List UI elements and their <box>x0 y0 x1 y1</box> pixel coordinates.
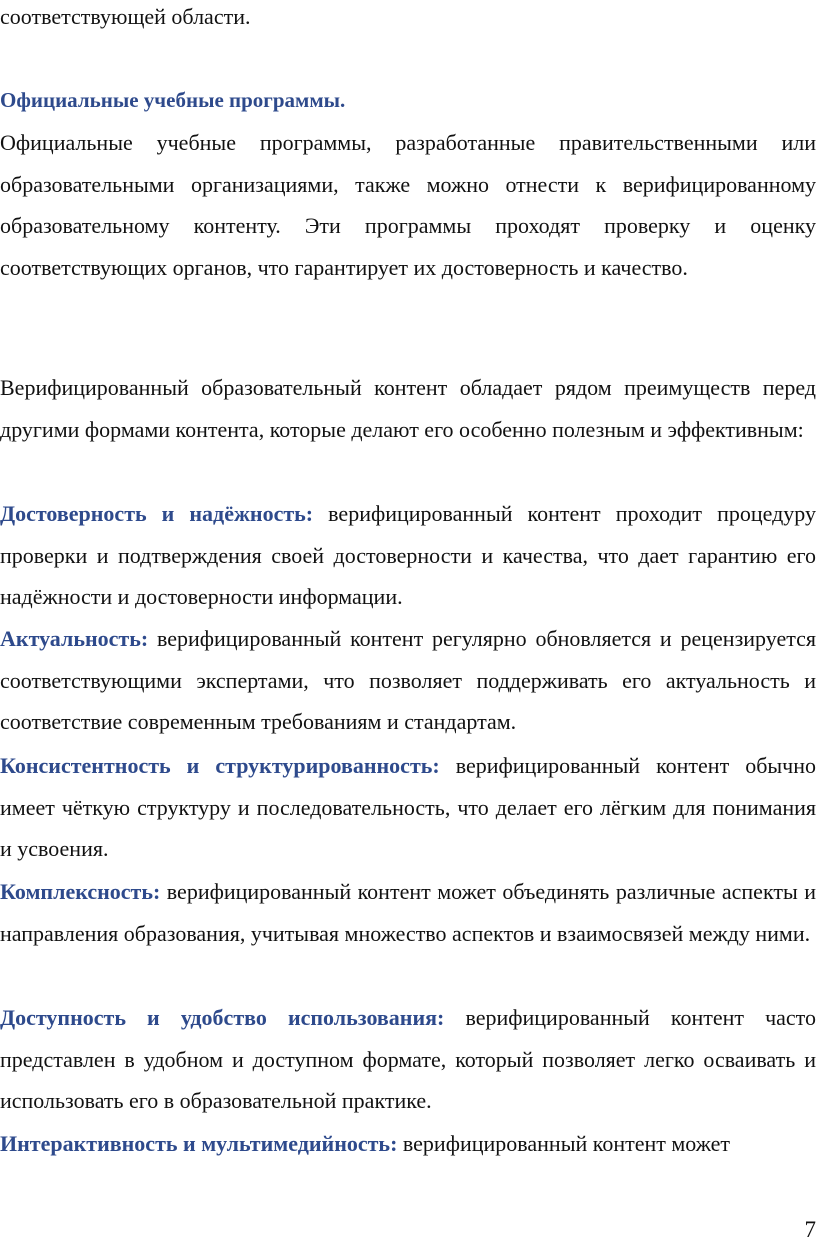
advantage-text: верифицированный контент обычно имеет чёткую структуру и последовательность, что делает его лёгким для понимания и усвоения. <box>0 753 816 861</box>
advantage-item <box>0 745 816 870</box>
advantage-term: Консистентность и структурированность: <box>0 753 440 778</box>
advantage-item <box>0 997 816 1122</box>
section-paragraph: Официальные учебные программы, разработанные правительственными или образовательными организациями, также можно отнести к верифицированному образовательному контенту. Эти программы проходят проверку и оценку соответствующих органов, что гарантирует их достоверность и качество. <box>0 130 816 280</box>
page-number: 7 <box>804 1217 816 1242</box>
advantage-term: Актуальность: <box>0 626 149 651</box>
advantages-intro: Верифицированный образовательный контент обладает рядом преимуществ перед другими формами контента, которые делают его особенно полезным и эффективным: <box>0 375 816 442</box>
advantage-text: верифицированный контент может <box>397 1131 731 1156</box>
intro-line: соответствующей области. <box>0 4 251 29</box>
advantage-term: Достоверность и надёжность: <box>0 501 314 526</box>
advantage-item <box>0 1123 816 1165</box>
advantage-text: верифицированный контент может объединять различные аспекты и направления образования, учитывая множество аспектов и взаимосвязей между ними. <box>0 879 816 946</box>
advantage-text: верифицированный контент часто представлен в удобном и доступном формате, который позволяет легко осваивать и использовать его в образовательной практике. <box>0 1005 816 1113</box>
advantage-term: Интерактивность и мультимедийность: <box>0 1131 398 1156</box>
advantage-item <box>0 618 816 743</box>
advantage-text: верифицированный контент регулярно обновляется и рецензируется соответствующими экспертами, что позволяет поддерживать его актуальность и соответствие современным требованиям и стандартам. <box>0 626 816 734</box>
advantage-term: Комплексность: <box>0 879 161 904</box>
advantage-item <box>0 871 816 954</box>
section-heading: Официальные учебные программы. <box>0 88 346 112</box>
advantage-term: Доступность и удобство использования: <box>0 1005 445 1030</box>
advantage-text: верифицированный контент проходит процедуру проверки и подтверждения своей достоверности и качества, что дает гарантию его надёжности и достоверности информации. <box>0 501 816 609</box>
advantage-item <box>0 493 816 618</box>
